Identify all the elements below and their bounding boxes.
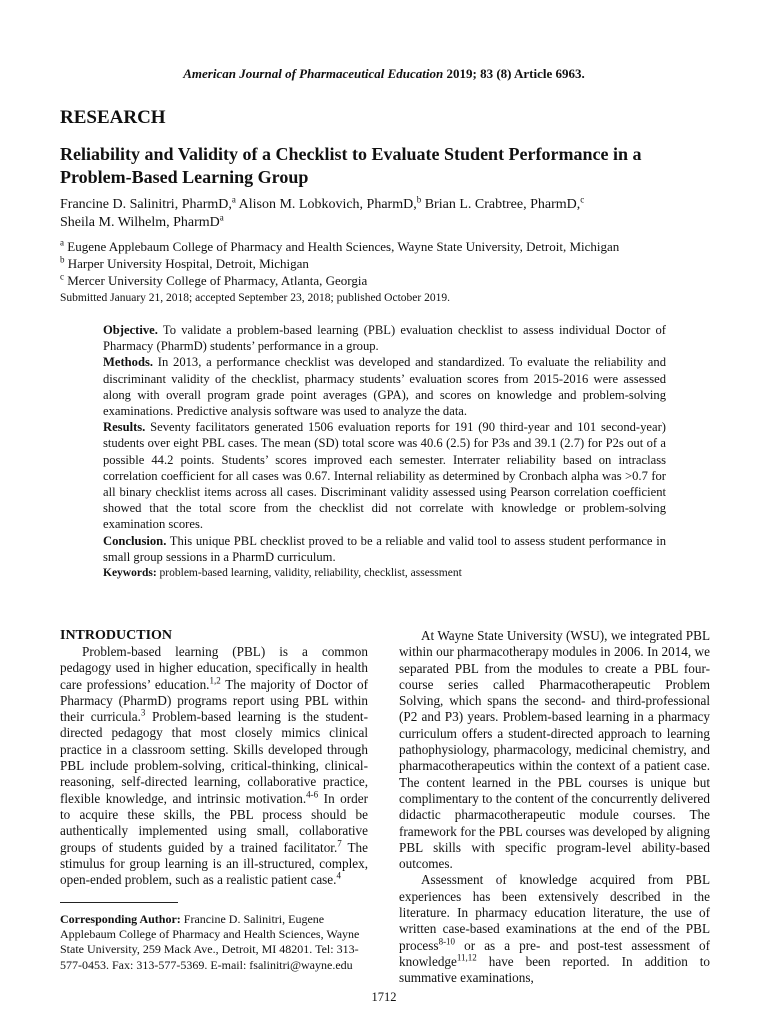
citation-mark: 11,12 — [456, 952, 477, 963]
abstract-keywords: Keywords: problem-based learning, validity, reliability, checklist, assessment — [103, 567, 462, 580]
body-paragraph: Problem-based learning (PBL) is a common pedagogy used in higher education, specifically in health care professions’ education.$^{1,2}$ The majority of Doctor of Pharmacy (PharmD) programs report using PBL within their curricula.$^3$ Problem-based learning is the student-directed pedagogy that most closely mimics clinical practice in a classroom setting. Skills developed through PBL include problem-solving, critical-thinking, clinical-reasoning, self-directed learning, collaborative practice, flexible knowledge, and intrinsic motivation.$^{4-6}$ In order to acquire these skills, the PBL process should be authentically implemented using small, collaborative groups of students guided by a trained facilitator.$^7$ The stimulus for group learning is an ill-structured, complex, open-ended problem, such as a realistic patient case.$^4$ — [60, 644, 368, 888]
citation-mark: 4 — [336, 870, 341, 881]
abstract-objective-label: Objective. — [103, 323, 158, 337]
abstract-conclusion: Conclusion. This unique PBL checklist proved to be a reliable and valid tool to assess student performance in small group sessions in a PharmD curriculum. — [103, 533, 666, 564]
citation-mark: 1,2 — [209, 675, 221, 686]
abstract-objective: Objective. To validate a problem-based learning (PBL) evaluation checklist to assess individual Doctor of Pharmacy (PharmD) students’ performance in a group. — [103, 323, 666, 354]
section-label: RESEARCH — [60, 107, 166, 128]
affiliation-mark: a — [60, 237, 64, 248]
abstract-conclusion-label: Conclusion. — [103, 533, 167, 548]
citation-mark: 3 — [140, 707, 146, 718]
author-name: Francine D. Salinitri, PharmD, — [60, 197, 232, 212]
affiliations — [60, 238, 720, 289]
author-line-2 — [60, 214, 720, 232]
journal-citation: 2019; 83 (8) Article 6963. — [443, 66, 585, 81]
author-affiliation-mark: a — [231, 194, 236, 205]
abstract-results: Results. Seventy facilitators generated 1506 evaluation reports for 191 (90 third-year and 101 second-year) students over eight PBL cases. The mean (SD) total score was 40.6 (2.5) for P3s and 39.1 (2.7) for P2s out of a possible 44.2 points. Students’ scores improved each semester. Interrater reliability based on intraclass correlation coefficient for all cases was 0.67. Internal reliability as determined by Cronbach alpha was >0.7 for all binary checklist items across all cases. Discriminant validity assessed using Pearson correlation coefficient showed that the total score from the checklist did not correlate with knowledge or problem-solving examination scores. — [103, 420, 666, 532]
publication-dates: Submitted January 21, 2018; accepted September 23, 2018; published October 2019. — [60, 292, 450, 304]
affiliation-mark: b — [60, 254, 65, 265]
corresponding-author-label: Corresponding Author: — [60, 912, 181, 926]
author-affiliation-mark: b — [416, 194, 422, 205]
affiliation-item: $^b$ Harper University Hospital, Detroit, Michigan — [60, 254, 309, 271]
citation-mark: 7 — [337, 838, 342, 849]
author-affiliation-mark: a — [219, 212, 224, 223]
abstract — [103, 322, 666, 581]
abstract-results-label: Results. — [103, 420, 146, 435]
abstract-methods-label: Methods. — [103, 355, 154, 370]
abstract-methods: Methods. In 2013, a performance checklist was developed and standardized. To evaluate the reliability and discriminant validity of the checklist, pharmacy students’ evaluation scores from 2015-2016 were assessed along with overall program grade point averages (GPA), and scores on knowledge and problem-solving examinations. Predictive analysis software was used to analyze the data. — [103, 355, 666, 419]
corresponding-author-note: Corresponding Author: Francine D. Salinitri, Eugene Applebaum College of Pharmacy and Health Sciences, Wayne State University, 259 Mack Ave., Detroit, MI 48201. Tel: 313-577-0453. Fax: 313-577-5369. E-mail: fsalinitri@wayne.edu — [60, 912, 360, 972]
affiliation-item: $^c$ Mercer University College of Pharmacy, Atlanta, Georgia — [60, 271, 368, 288]
body-paragraph: Assessment of knowledge acquired from PBL experiences has been extensively described in the literature. In pharmacy education literature, the use of written case-based examinations at the end of the PBL process$^{8-10}$ or as a pre- and post-test assessment of knowledge$^{11,12}$ have been reported. In addition to summative examinations, — [399, 872, 710, 986]
page-number: 1712 — [371, 990, 397, 1004]
affiliation-item: $^a$ Eugene Applebaum College of Pharmacy and Health Sciences, Wayne State University, Detroit, Michigan — [60, 237, 620, 254]
author-affiliation-mark: c — [580, 194, 585, 205]
citation-mark: 8-10 — [438, 936, 456, 947]
author-line-1 — [60, 196, 720, 214]
body-column-right — [399, 628, 710, 987]
article-title — [60, 143, 720, 189]
journal-header — [0, 66, 768, 82]
article-title-line-2: Problem-Based Learning Group — [60, 167, 309, 187]
introduction-heading: INTRODUCTION — [60, 628, 173, 643]
author-name: Brian L. Crabtree, PharmD, — [424, 197, 581, 212]
body-paragraph: At Wayne State University (WSU), we integrated PBL within our pharmacotherapy modules in 2006. In 2014, we separated PBL from the modules to create a PBL four-course series called Pharmacotherapeutic Problem Solving, which spans the second- and third-professional (P2 and P3) years. Problem-based learning in a pharmacy curriculum offers a student-directed approach to learning pathophysiology, pharmacology, medicinal chemistry, and pharmacotherapeutics within the context of a patient case. The content learned in the PBL courses is unique but complimentary to the content of the concurrently delivered didactic pharmacotherapeutic module courses. The framework for the PBL courses was developed by aligning PBL skills with specific program-level ability-based outcomes. — [399, 628, 710, 872]
keywords-label: Keywords: — [103, 567, 157, 580]
journal-name: American Journal of Pharmaceutical Education — [183, 66, 444, 81]
affiliation-mark: c — [60, 271, 64, 282]
citation-mark: 4-6 — [306, 789, 319, 800]
article-title-line-1: Reliability and Validity of a Checklist to Evaluate Student Performance in a — [60, 144, 642, 164]
author-name: Alison M. Lobkovich, PharmD, — [238, 197, 417, 212]
author-list — [60, 196, 720, 232]
body-column-left — [60, 628, 368, 888]
footnote-divider — [60, 902, 178, 903]
author-name: Sheila M. Wilhelm, PharmD — [60, 215, 220, 230]
